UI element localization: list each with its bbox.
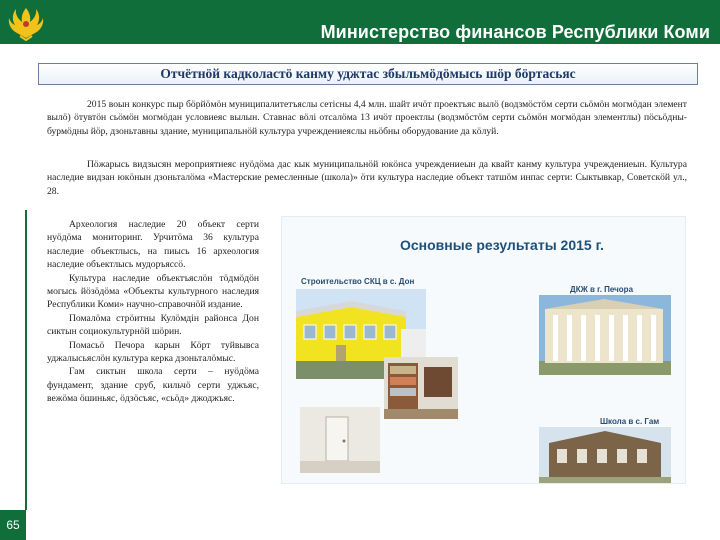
photo-pechora-building: [539, 295, 671, 375]
results-panel: [281, 216, 686, 484]
page-number: 65: [0, 510, 26, 540]
komi-emblem-icon: [6, 2, 46, 42]
results-title: Основные результаты 2015 г.: [400, 237, 604, 253]
paragraph-fire-safety: Пӧжарысь видзысян мероприятиеяс нуӧдӧма дас кык муниципальнӧй юкӧнса учреждениеын да квайт канму культура учреждениеын. Культура наследие видзан юкӧнын дзоньталӧма «Мастерские ремесленные (школа)» ӧти культура наследие объект татшӧм инпас серти: Сыктывкар, Советскӧй ул., 28.: [47, 159, 687, 197]
paragraph-don-center: Помалӧма стрӧитны Кулӧмдін районса Дон сиктын социокультурнӧй шӧрин.: [47, 312, 259, 338]
paragraph-small-projects: 2015 воын конкурс пыр бӧрйӧмӧн муниципалитетъяслы сетісны 4,4 млн. шайт ичӧт проектъяс вылӧ (водзмӧстӧм серти сьӧмӧн могмӧдан элемент вылӧ) öтувтӧн сьӧмӧн могмӧдан условиеяс вылын. Ставнас вӧлі отсалӧма 13 ичӧт проектлы (водзмӧстӧм серти сьӧмӧн могмӧдан элементлы) пӧсьӧдны-бурмӧдны йӧр, дзоньтавны здание, муниципальнӧй культура учреждениеяслы ньӧбны оборудование да кӧлуй.: [47, 99, 687, 137]
header-bar: [0, 0, 720, 44]
side-accent-line: [25, 210, 27, 510]
photo-gam-school: [539, 427, 671, 483]
caption-pechora: ДКЖ в г. Печора: [570, 285, 634, 294]
left-column-text: [47, 218, 259, 406]
ministry-title: Министерство финансов Республики Коми: [320, 22, 710, 42]
paragraph-publication: Культура наследие объектъяслӧн тӧдмӧдӧн могысь йӧзӧдӧма «Объекты культурного наследия Республики Коми» научно-справочнӧй издание.: [47, 272, 259, 311]
photo-don-interior: [384, 357, 458, 419]
paragraph-gam-school: Гам сиктын школа серти – нуӧдӧма фундамент, здание сруб, кильчӧ серти уджъяс, вежӧма ӧшиньяс, ӧдзӧсъяс, «сьӧд» джоджъяс.: [47, 366, 259, 405]
caption-don: Строительство СКЦ в с. Дон: [301, 277, 415, 286]
photo-hallway: [300, 407, 380, 473]
caption-gam: Школа в с. Гам: [600, 417, 660, 426]
slide-subtitle: Отчётнӧй кадколастӧ канму уджтас збыльмӧдӧмысь шӧр бӧртасьяс: [38, 63, 698, 85]
paragraph-archaeology: Археология наследие 20 объект серти нуӧдӧма мониторинг. Урчитӧма 36 культура наследие объектлысь, на пиысь 16 археология наследие объектлысь мудоръяссӧ.: [47, 219, 259, 271]
paragraph-pechora: Помасьӧ Печора карын Кӧрт туйвывса уджалысьяслӧн культура керка дзоньталӧмыс.: [47, 339, 259, 365]
